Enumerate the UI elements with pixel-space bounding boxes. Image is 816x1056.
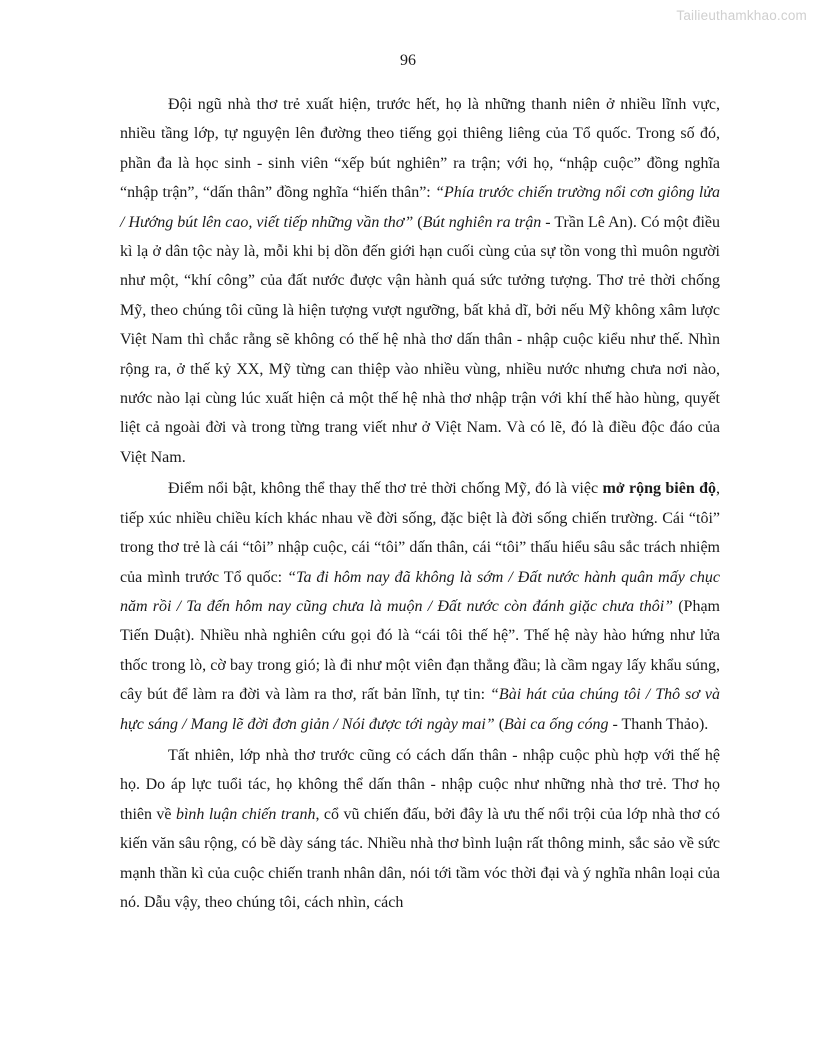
text-run: mở rộng biên độ — [602, 480, 716, 498]
text-run: - Thanh Thảo). — [608, 715, 709, 733]
body-text — [120, 90, 720, 917]
text-run: , tiếp xúc nhiều chiều kích khác nhau về đời sống, đặc biệt là đời sống chiến trường. Cái “tôi” trong thơ trẻ là cái “tôi” nhập cuộc, cái “tôi” dấn thân, cái “tôi” thấu hiểu sâu sắc trách nhiệm của mình trước Tổ quốc: — [120, 480, 720, 586]
text-run: Bút nghiên ra trận — [422, 213, 542, 231]
text-run: bình luận chiến tranh — [175, 805, 316, 823]
paragraph-1 — [120, 90, 720, 472]
text-run: Điểm nổi bật, không thể thay thế thơ trẻ thời chống Mỹ, đó là việc — [168, 480, 603, 498]
paragraph-3 — [120, 741, 720, 917]
text-run: Đội ngũ nhà thơ trẻ xuất hiện, trước hết, họ là những thanh niên ở nhiều lĩnh vực, nhiều tầng lớp, tự nguyện lên đường theo tiếng gọi thiêng liêng của Tổ quốc. Trong số đó, phần đa là học sinh - sinh viên “xếp bút nghiên” ra trận; với họ, “nhập cuộc” đồng nghĩa “nhập trận”, “dấn thân” đồng nghĩa “hiến thân”: — [120, 96, 720, 202]
text-run: ( — [413, 213, 423, 231]
text-run: Bài ca ống cóng — [504, 715, 609, 733]
text-run: - Trần Lê An). Có một điều kì lạ ở dân tộc này là, mỗi khi bị dồn đến giới hạn cuối cùng của sự tồn vong thì muôn người như một, “khí công” của đất nước được vận hành quá sức tưởng tượng. Thơ trẻ thời chống Mỹ, theo chúng tôi cũng là hiện tượng vượt ngưỡng, bất khả dĩ, bởi nếu Mỹ không xâm lược Việt Nam thì chắc rằng sẽ không có thế hệ nhà thơ dấn thân - nhập cuộc kiểu như thế. Nhìn rộng ra, ở thế kỷ XX, Mỹ từng can thiệp vào nhiều vùng, nhiều nước nhưng chưa nơi nào, nước nào lại cùng lúc xuất hiện cả một thế hệ nhà thơ nhập trận với khí thế hào hùng, quyết liệt cả ngoài đời và trong từng trang viết như ở Việt Nam. Và có lẽ, đó là điều độc đáo của Việt Nam. — [120, 213, 721, 466]
page-number: 96 — [400, 52, 416, 69]
text-run: ( — [494, 715, 505, 733]
text-run: “Bài hát của chúng tôi / Thô sơ và hực sáng / Mang lẽ đời đơn giản / Nói được tới ngày mai” — [120, 686, 721, 733]
text-run: Tất nhiên, lớp nhà thơ trước cũng có cách dấn thân - nhập cuộc phù hợp với thế hệ họ. Do áp lực tuổi tác, họ không thể dấn thân - nhập cuộc như những nhà thơ trẻ. Thơ họ thiên về — [120, 746, 720, 823]
text-run: , cổ vũ chiến đấu, bởi đây là ưu thế nổi trội của lớp nhà thơ có kiến văn sâu rộng, có bề dày sáng tác. Nhiều nhà thơ bình luận rất thông minh, sắc sảo về sức mạnh thần kì của cuộc chiến tranh nhân dân, nói tới tầm vóc thời đại và ý nghĩa nhân loại của nó. Dẫu vậy, theo chúng tôi, cách nhìn, cách — [120, 805, 720, 911]
text-run: (Phạm Tiến Duật). Nhiều nhà nghiên cứu gọi đó là “cái tôi thế hệ”. Thế hệ này hào hứng như lửa thốc trong lò, cờ bay trong gió; là đi như một viên đạn thẳng đầu; là cầm ngay lấy khẩu súng, cây bút để làm ra đời và làm ra thơ, rất bản lĩnh, tự tin: — [120, 597, 720, 704]
text-run: “Ta đi hôm nay đã không là sớm / Đất nước hành quân mấy chục năm rồi / Ta đến hôm nay cũng chưa là muộn / Đất nước còn đánh giặc chưa thôi” — [120, 568, 720, 615]
watermark: Tailieuthamkhao.com — [676, 8, 807, 23]
paragraph-2 — [120, 474, 720, 739]
text-run: “Phía trước chiến trường nổi cơn giông lửa / Hướng bút lên cao, viết tiếp những vần thơ” — [120, 184, 720, 231]
